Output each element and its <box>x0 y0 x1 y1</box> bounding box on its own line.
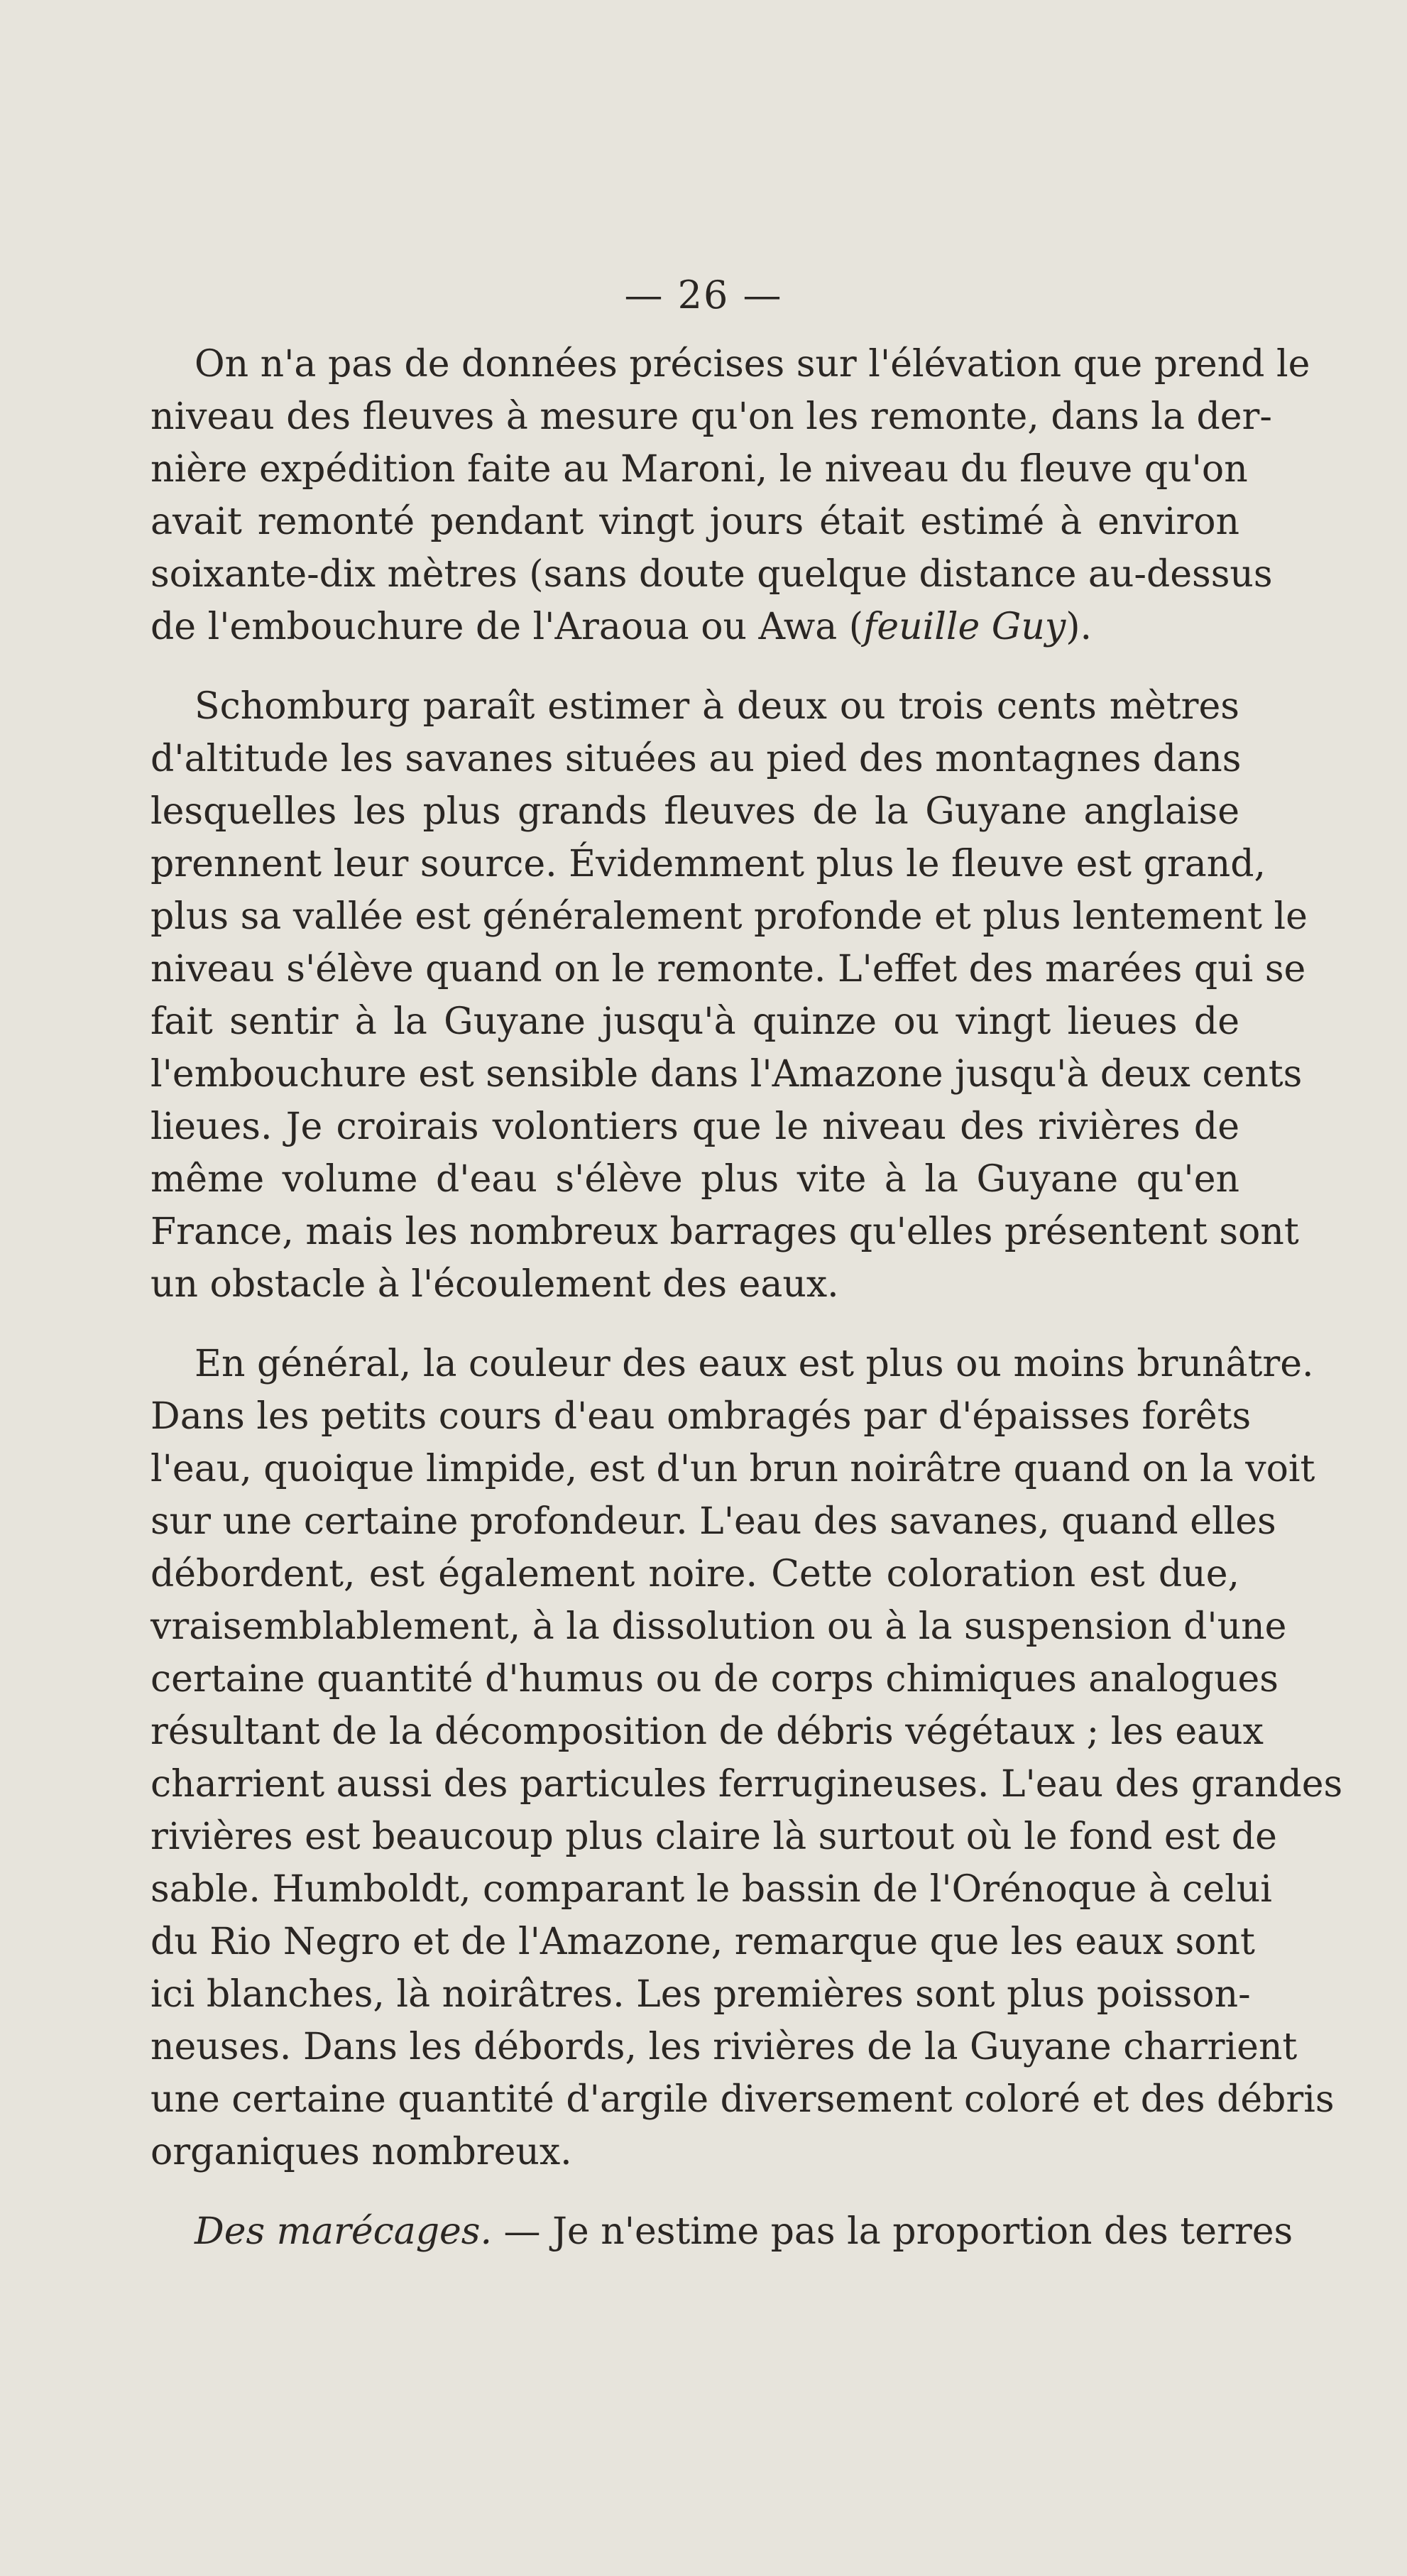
text-line: lesquelles les plus grands fleuves de la Guyane anglaise <box>150 790 1239 833</box>
text-fragment: ). <box>1066 606 1093 648</box>
text-line: débordent, est également noire. Cette coloration est due, <box>150 1553 1239 1595</box>
text-line: vraisemblablement, à la dissolution ou à la suspension d'une <box>150 1605 1287 1648</box>
text-line: sable. Humboldt, comparant le bassin de l'Orénoque à celui <box>150 1868 1272 1911</box>
text-fragment: de l'embouchure de l'Araoua ou Awa ( <box>150 606 864 648</box>
paragraph-1 <box>150 338 1310 653</box>
text-line: un obstacle à l'écoulement des eaux. <box>150 1263 839 1306</box>
paragraph-2 <box>150 680 1308 1311</box>
text-line: l'embouchure est sensible dans l'Amazone jusqu'à deux cents <box>150 1053 1303 1096</box>
text-line: lieues. Je croirais volontiers que le niveau des rivières de <box>150 1106 1239 1148</box>
text-line: soixante-dix mètres (sans doute quelque distance au-dessus <box>150 553 1273 596</box>
text-line <box>150 2205 1293 2258</box>
text-line: même volume d'eau s'élève plus vite à la Guyane qu'en <box>150 1158 1239 1201</box>
text-line: plus sa vallée est généralement profonde et plus lentement le <box>150 895 1308 938</box>
text-line: neuses. Dans les débords, les rivières de la Guyane charrient <box>150 2026 1298 2068</box>
paragraph-4 <box>150 2205 1293 2258</box>
text-line: certaine quantité d'humus ou de corps chimiques analogues <box>150 1658 1279 1701</box>
text-line: prennent leur source. Évidemment plus le fleuve est grand, <box>150 843 1266 885</box>
text-line: niveau des fleuves à mesure qu'on les remonte, dans la der- <box>150 395 1272 438</box>
text-line: résultant de la décomposition de débris végétaux ; les eaux <box>150 1710 1264 1753</box>
text-line: l'eau, quoique limpide, est d'un brun noirâtre quand on la voit <box>150 1448 1315 1490</box>
text-line: d'altitude les savanes situées au pied des montagnes dans <box>150 738 1242 780</box>
text-line: sur une certaine profondeur. L'eau des savanes, quand elles <box>150 1500 1276 1543</box>
text-line: ici blanches, là noirâtres. Les premières sont plus poisson- <box>150 1973 1251 2016</box>
italic-reference: feuille Guy <box>863 606 1066 648</box>
section-heading: Des marécages. <box>195 2210 493 2253</box>
body-text <box>150 338 1343 2258</box>
text-line <box>150 601 1239 653</box>
text-line: nière expédition faite au Maroni, le niveau du fleuve qu'on <box>150 448 1248 491</box>
text-line: du Rio Negro et de l'Amazone, remarque que les eaux sont <box>150 1921 1255 1963</box>
text-line: France, mais les nombreux barrages qu'elles présentent sont <box>150 1211 1299 1253</box>
text-line: En général, la couleur des eaux est plus ou moins brunâtre. <box>195 1343 1314 1385</box>
text-line: une certaine quantité d'argile diversement coloré et des débris <box>150 2078 1335 2121</box>
paragraph-3 <box>150 1338 1343 2178</box>
text-line: Dans les petits cours d'eau ombragés par d'épaisses forêts <box>150 1395 1252 1438</box>
text-line: Schomburg paraît estimer à deux ou trois cents mètres <box>195 685 1239 728</box>
page-number: — 26 — <box>624 273 783 317</box>
text-line: niveau s'élève quand on le remonte. L'effet des marées qui se <box>150 948 1306 990</box>
text-line: organiques nombreux. <box>150 2131 572 2173</box>
text-line: rivières est beaucoup plus claire là surtout où le fond est de <box>150 1816 1277 1858</box>
text-fragment: — Je n'estime pas la proportion des terres <box>492 2210 1293 2253</box>
text-line: avait remonté pendant vingt jours était estimé à environ <box>150 501 1239 543</box>
text-line: charrient aussi des particules ferrugineuses. L'eau des grandes <box>150 1763 1343 1806</box>
text-line: On n'a pas de données précises sur l'élévation que prend le <box>195 343 1310 386</box>
text-line: fait sentir à la Guyane jusqu'à quinze ou vingt lieues de <box>150 1000 1239 1043</box>
